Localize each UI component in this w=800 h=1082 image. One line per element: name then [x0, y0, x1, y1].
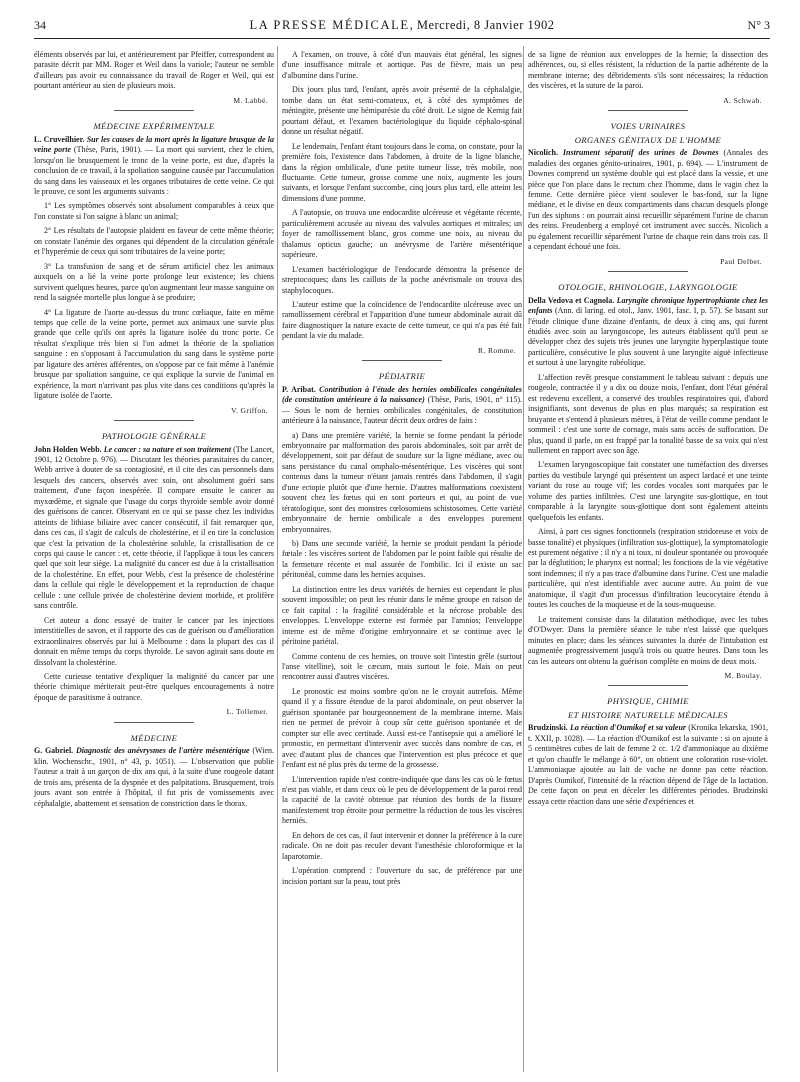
author-signature: R. Romme.	[478, 345, 516, 355]
article	[528, 296, 768, 369]
paragraph: 2° Les résultats de l'autopsie plaident en faveur de cette même théorie; on constate l'anémie des organes qui dépendent de la circulation générale et l'hyperémie de ceux qui sont tributaires de la veine porte;	[34, 226, 274, 257]
paragraph: Le pronostic est moins sombre qu'on ne le croyait autrefois. Même quand il y a fissure étendue de la paroi abdominale, on peut observer la guérison spontanée par bourgeonnement de la membrane interne. Mais rien ne permet de prévoir à coup sûr cette guérison spontanée et de compter sur elle avec certitude. Aussi est-ce l'antisepsie qui a amélioré le pronostic, en permettant d'intervenir avec succès dans nombre de cas, et avec d'autant plus de chances que l'intervention est plus précoce et que l'enfant est né plus près du terme de la grossesse.	[282, 686, 522, 770]
article-author: Della Vedova et Cagnola.	[528, 295, 615, 305]
section-subheading: ORGANES GÉNITAUX DE L'HOMME	[574, 134, 722, 145]
article-title: Le cancer : sa nature et son traitement	[103, 444, 232, 454]
issue-date: , Mercredi, 8 Janvier 1902	[409, 18, 555, 32]
paragraph: Comme contenu de ces hernies, on trouve soit l'intestin grêle (surtout l'anse vitelline), soit le cæcum, mais surtout le foie. Mais on peut rencontrer aussi d'autres viscères.	[282, 651, 522, 682]
article	[282, 385, 522, 427]
article-author: L. Cruveilhier.	[34, 134, 85, 144]
article	[528, 723, 768, 807]
paragraph: éléments observés par lui, et antérieurement par Pfeiffer, correspondent au parasite décrit par MM. Roger et Weil dans la variole; l'auteur ne semble d'ailleurs pas avoir eu connaissance du travail de Roger et Weil, qui est pourtant antérieur au sien de plusieurs mois.	[34, 50, 274, 91]
divider	[114, 420, 194, 421]
paragraph: — La mort qui survient, chez le chien, lorsqu'on lie brusquement le tronc de la veine porte, est due, d'après la conclusion de ce travail, à la spoliation sanguine causée par l'accumulation du sang dans les vaisseaux et les organes tributaires de cette veine. Ce qui le prouve, ce sont les arguments suivants :	[34, 145, 275, 196]
paragraph: 3° La transfusion de sang et de sérum artificiel chez les animaux auxquels on a lié la veine porte prolonge leur existence; les chiens survivent quelques heures, parce qu'on augmentant leur masse sanguine on rend la saignée mortelle plus longue à se produire;	[34, 261, 274, 303]
paragraph: 1° Les symptômes observés sont absolument comparables à ceux que l'on constate si l'on saigne à blanc un animal;	[34, 201, 274, 221]
article-title: Contribution à l'étude des hernies ombilicales congénitales (de constitution antérieure à la naissance)	[282, 384, 523, 405]
article	[34, 746, 274, 809]
section-heading: MÉDECINE	[130, 732, 178, 743]
article-title: Diagnostic des anévrysmes de l'artère mésentérique	[75, 746, 250, 756]
paragraph: L'examen bactériologique de l'endocarde démontra la présence de streptocoques; dans les caillots de la poche anévrismale on trouva des staphylocoques.	[282, 264, 522, 295]
paragraph: — Sous le nom de hernies ombilicales congénitales, de constitution antérieure à la naissance, l'auteur décrit deux ordres de faits :	[282, 405, 522, 426]
paragraph: de sa ligne de réunion aux enveloppes de la hernie; la dissection des adhérences, ou, si elles résistent, la réduction de la partie adhérente de la membrane interne; des débridements s'ils sont nécessaires; la réduction des viscères, et la suture de la paroi.	[528, 50, 768, 91]
paragraph: a) Dans une première variété, la hernie se forme pendant la période embryonnaire par malformation des parois abdominales, soit par arrêt de développement, soit par défaut de soudure sur la ligne médiane, avec ou sans persistance du canal omphalo-mésentérique. Les viscères qui sont contenus dans la tumeur n'étant jamais rentrés dans l'abdomen, il s'agit d'une ectopie plutôt que d'une hernie. D'autres malformations coexistent souvent chez les fœtus qui en sont porteurs et qui, au point de vue tératologique, sont des monstres cœlosomiens schistosomes. Cette variété embryonnaire de hernie ombilicale a des enveloppes purement embryonnaires.	[282, 430, 522, 534]
running-title	[34, 18, 770, 33]
author-signature: L. Tollemer.	[226, 707, 268, 717]
article-author: John Holden Webb.	[34, 444, 102, 454]
column-right	[528, 50, 768, 811]
column-middle	[282, 50, 522, 891]
paragraph: A l'autopsie, on trouva une endocardite ulcéreuse et végétante récente, particulièrement accusée au niveau des valvules aortiques et mitrales; un foyer de ramollissement blanc, gros comme une noix, au niveau du thalamus opticus gauche; un anévrysme de l'artère mésentérique supérieure.	[282, 208, 522, 260]
article-reference: (Ann. di laring. ed otol., Janv. 1901, fasc. I, p. 57).	[555, 306, 723, 316]
section-heading: PHYSIQUE, CHIMIE	[607, 696, 689, 707]
issue-number: N° 3	[747, 18, 770, 32]
paragraph: Dix jours plus tard, l'enfant, après avoir présenté de la céphalalgie, tombe dans un état semi-comateux, et, à côté des symptômes de méningite, présente une hémiparésie du côté droit. Le signe de Kernig fait pourtant défaut, et l'examen bactériologique du liquide céphalo-spinal donne un résultat négatif.	[282, 85, 522, 137]
paragraph: — L'observation que publie l'auteur a trait à un garçon de dix ans qui, à la suite d'une rougeole datant de trois ans, présenta de la dyspnée et des palpitations. Brusquement, trois jours avant son entrée à l'hôpital, il fut pris de vomissements avec céphalalgie, abattement et sensation de constriction dans le thorax.	[34, 756, 275, 808]
author-signature: A. Schwab.	[723, 95, 762, 105]
page-number: 34	[34, 18, 46, 32]
article-author: Nicolich.	[528, 148, 558, 158]
article-title: Laryngite chronique hypertrophiante chez les enfants	[528, 295, 768, 316]
column-left	[34, 50, 274, 813]
paragraph: Cet auteur a donc essayé de traiter le cancer par les injections interstitielles de savon, et il rapporte des cas de guérison ou d'amélioration extraordinaires observés par lui à Melbourne : dans la plupart des cas il donnait en même temps du corps thyroïde. Le savon agirait sans doute en dissolvant la cholestérine.	[34, 615, 274, 667]
journal-name: LA PRESSE MÉDICALE	[249, 18, 410, 32]
article	[34, 445, 274, 612]
paragraph: 4° La ligature de l'aorte au-dessus du tronc cœliaque, faite en même temps que celle de la veine porte, permet aux animaux une survie plus grande que celle qu'ils ont après la ligature isolée du tronc porte. Ce résultat s'explique très bien si l'on admet la théorie de la spoliation sanguine : en s'opposant à l'accumulation du sang dans le système porte par ligature des artères afférentes, on s'oppose par ce fait même à l'anémie brusque par spoliation sanguine, ce qui explique la survie de l'animal en expérience, la mort n'arrivant pas plus vite dans ces conditions qu'après la ligature isolée de l'aorte.	[34, 307, 274, 401]
article-reference: (Annales des maladies des organes génito-urinaires, 1901, p. 694).	[528, 148, 769, 168]
paragraph: — La réaction d'Oumikof est la suivante : si on ajoute à 5 centimètres cubes de lait de femme 2 cc. 1/2 d'ammoniaque au dixième et qu'on chauffe le mélange à 60°, on obtient une coloration rose-violet. L'ammoniaque ajoutée au lait de vache ne donne pas cette réaction. D'après Oumikof, l'intensité de la réaction dépend de l'âge de la lactation. De cette façon on peut en déceler les différentes périodes. Brudzinski essaya cette réaction dans une série d'expériences et	[528, 733, 768, 806]
paragraph: Le traitement consiste dans la dilatation méthodique, avec les tubes d'O'Dwyer. Dans la première séance le tube n'est laissé que quelques minutes en place; dans les séances suivantes la durée de l'intubation est augmentée progressivement jusqu'à trois ou quatre heures. Dans tous les cas les auteurs ont obtenu la guérison complète en moins de deux mois.	[528, 614, 768, 666]
article-title: Instrument séparatif des urines de Downes	[562, 148, 719, 158]
article-title: La réaction d'Oumikof et sa valeur	[569, 723, 687, 733]
article-reference: (Wien. klin. Wochenschr., 1901, n° 43, p. 1051).	[34, 746, 275, 766]
paragraph: Le lendemain, l'enfant étant toujours dans le coma, on constate, pour la première fois, l'existence dans l'abdomen, à droite de la ligne blanche, dans la région ombilicale, d'une petite tumeur lisse, très mobile, non fluctuante. Cette tumeur, grosse comme une noix, augmente les jours suivants, et lorsque l'enfant succombe, cinq jours plus tard, elle atteint les dimensions d'une pomme.	[282, 141, 522, 203]
paragraph: L'affection revêt presque constamment le tableau suivant : depuis une rougeole, contractée il y a dix ou douze mois, l'enfant, dont l'état général est redevenu excellent, a conservé des troubles respiratoires qui, d'abord insignifiants, sont devenus de plus en plus marqués; sa respiration est bruyante et s'entend à plusieurs mètres, à l'état de veille comme pendant le sommeil : c'est une sorte de cornage, mais sans accès de suffocation. De plus, quand il parle, on est frappé par la tonalité basse de sa voix qui n'est nullement en rapport avec son âge.	[528, 372, 768, 455]
paragraph: b) Dans une seconde variété, la hernie se produit pendant la période fœtale : les viscères sortent de l'abdomen par le point faible qui résulte de la fermeture récente et mal assurée de l'ombilic. Ici il existe un sac péritonéal, comme dans les hernies acquises.	[282, 539, 522, 580]
divider	[608, 271, 688, 272]
author-signature: M. Boulay.	[724, 671, 762, 681]
divider	[114, 110, 194, 111]
paragraph: Cette curieuse tentative d'expliquer la malignité du cancer par une théorie chimique mériterait peut-être quelques encouragements à notre époque de parasitisme à outrance.	[34, 672, 274, 702]
paragraph: La distinction entre les deux variétés de hernies est cependant le plus souvent impossible; on peut les réunir dans le même groupe en raison de ce fait capital : la fragilité considérable et la nécrose probable des enveloppes. L'enveloppe externe est formée par l'amnios; l'enveloppe interne est de même d'origine embryonnaire et se continue avec le péritoine pariétal.	[282, 584, 522, 647]
article	[34, 135, 274, 198]
article-reference: (Kronika lekarska, 1901, t. XXII, p. 1028).	[528, 723, 769, 743]
paragraph: En dehors de ces cas, il faut intervenir et donner la préférence à la cure radicale. On ne doit pas recuIer devant l'anesthésie chloroformique et la laparotomie.	[282, 830, 522, 861]
article-author: Brudzinski.	[528, 723, 568, 733]
divider	[114, 722, 194, 723]
paragraph: L'auteur estime que la coïncidence de l'endocardite ulcéreuse avec un ramollissement cérébral et l'apparition d'une tumeur abdominale aurait dû faire diagnostiquer la nature exacte de cette tumeur, ce qui n'a pas été fait pendant la vie du malade.	[282, 299, 522, 341]
section-heading: MÉDECINE EXPÉRIMENTALE	[93, 121, 215, 132]
article	[528, 148, 768, 253]
article-reference: (Thèse, Paris, 1901, n° 115).	[427, 395, 522, 405]
article-reference: (Thèse, Paris, 1901).	[73, 145, 143, 155]
author-signature: Paul Delbet.	[720, 256, 762, 266]
paragraph: L'examen laryngoscopique fait constater une tuméfaction des diverses parties du vestibule laryngé qui présentent un aspect lardacé et une teinte variant du rose au rouge vif; les cordes vocales sont marquées par le volume des parties infiltrées. C'est une laryngite sus-glottique, en tout comparable à la laryngite sous-glottique dont sont également atteints quelquefois les enfants.	[528, 460, 768, 522]
article-title: Sur les causes de la mort après la ligature brusque de la veine porte	[34, 134, 274, 155]
section-subheading: ET HISTOIRE NATURELLE MÉDICALES	[567, 709, 728, 720]
section-heading: OTOLOGIE, RHINOLOGIE, LARYNGOLOGIE	[558, 282, 738, 293]
article-author: G. Gabriel.	[34, 746, 74, 756]
section-heading: PÉDIATRIE	[378, 371, 426, 382]
divider	[608, 110, 688, 111]
article-author: P. Aribat.	[282, 384, 316, 394]
column-rule	[277, 46, 278, 1072]
paragraph: — L'instrument de Downes comprend un système double qui est placé dans la vessie, et une pièce que l'on place dans le rectum chez l'homme, dans le vagin chez la femme. Cette dernière pièce vient soulever le bas-fond, sur la ligne médiane, et le divise en deux compartiments dans chacun desquels plonge l'un des siphons : on pourrait ainsi recueillir séparément l'urine de chacun des reins. Freudenberg a employé cet instrument avec succès. Nicolich a pu également recueillir séparément l'urine de chaque rein dans trois cas. Il a cependant échoué une fois.	[528, 158, 768, 252]
divider	[362, 360, 442, 361]
section-heading: PATHOLOGIE GÉNÉRALE	[101, 431, 207, 442]
paragraph: Ainsi, à part ces signes fonctionnels (respiration stridoreuse et voix de basse tonalité) et physiques (infiltration sus-glottique), la symptomatologie est purement négative : il n'y a ni toux, ni douleur spontanée ou provoquée par la déglutition; le pharynx est normal; les fonctions de la vie végétative sont indemnes; il n'y a pas trace d'albumine dans l'urine. C'est une maladie particulière, qui n'est identifiable avec aucune autre. Au point de vue anatomique, il s'agit d'un processus d'infiltration leucocytaire étendu à toutes les couches de la muqueuse et de la sous-muqueuse.	[528, 527, 768, 610]
paragraph: L'intervention rapide n'est contre-indiquée que dans les cas où le fœtus n'est pas viable, et dans ceux où le peu de développement de la paroi rend la capacité de la cavité obtenue par réunion des bords de la fissure manifestement trop étroite pour permettre la réduction de tous les viscères herniés.	[282, 774, 522, 826]
article-reference: (The Lancet, 1901, 12 Octobre p. 976).	[34, 444, 275, 464]
paragraph: Se basant sur l'étude clinique d'une dizaine d'enfants, de deux à cinq ans, qui furent étudiés avec soin au laryngoscope, les auteurs établissent qu'il peut se développer chez des sujets très jeunes une laryngite hyperplastique toute particulière, consécutive le plus souvent à une laryngite aiguë infectieuse et surtout à une laryngite rubéolique.	[528, 306, 768, 368]
column-rule	[523, 46, 524, 1072]
paragraph: — Discutant les théories parasitaires du cancer, Webb arrive à douter de sa contagiosité, et il cite des cas personnels dans lesquels des cancers, observés avec soin, ont absolument guéri sans traitement, d'une façon inespérée. Il compare ensuite le cancer au myxœdème, et signale que l'usage du corps thyroïde semble avoir donné des guérisons de cancer. Observant en ce qui se passe chez les individus atteints de lithiase biliaire avec cancer consécutif, il fait remarquer que, dans ces cas, il s'agit de calculs de cholestérine, et il en tire la conclusion que c'est la privation de la cholestérine soluble, la cristallisation de ce corps qui cause le cancer : et, cette théorie, il l'applique à tous les cancers quel que soit leur siège. La malignité du cancer est due à la cristallisation de la cholestérine. En effet, pour Webb, c'est la présence de cholestérine dans la cellule qui règle le développement et la reproduction de chaque cellule : une cellule privée de cholestérine devient morbide, et prolifère sans contrôle.	[34, 454, 275, 611]
divider	[608, 685, 688, 686]
paragraph: A l'examen, on trouve, à côté d'un mauvais état général, les signes d'une insuffisance mitrale et aortique. Pas de fièvre, mais un peu d'albumine dans l'urine.	[282, 50, 522, 80]
author-signature: M. Labbé.	[233, 95, 268, 105]
page-header	[34, 18, 770, 39]
section-heading: VOIES URINAIRES	[610, 121, 686, 132]
author-signature: V. Griffon.	[231, 405, 268, 415]
paragraph: L'opération comprend : l'ouverture du sac, de préférence par une incision portant sur la peau, tout près	[282, 866, 522, 886]
